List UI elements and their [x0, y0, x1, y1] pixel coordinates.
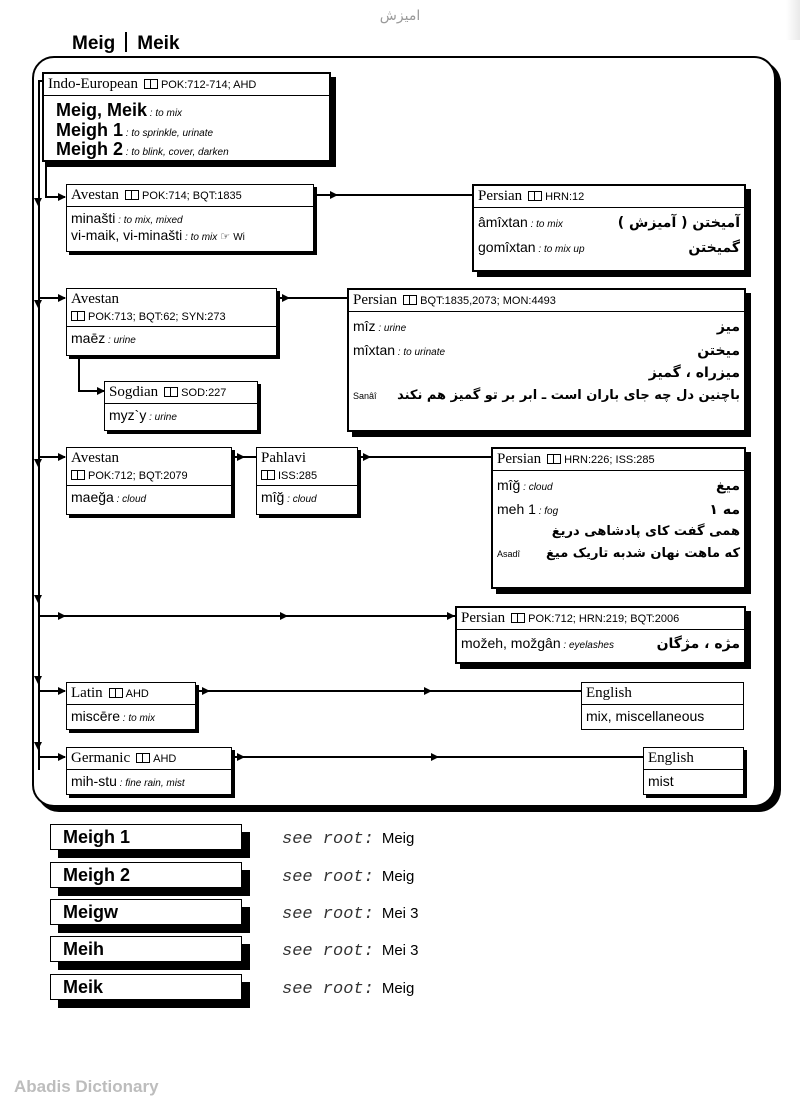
lang-name: English	[586, 685, 632, 701]
lang-name: Sogdian	[109, 384, 159, 400]
arrow-down-icon	[34, 595, 42, 603]
ref-text: POK:713; BQT:62; SYN:273	[88, 310, 226, 323]
branch-line-4	[40, 615, 455, 617]
site-footer: Abadis Dictionary	[14, 1077, 159, 1096]
see-root-entry[interactable]: Meigh 1	[50, 824, 242, 850]
trunk-line	[38, 80, 40, 770]
lang-name: Persian	[353, 292, 398, 308]
root-form: Meig, Meik : to mix	[56, 99, 183, 120]
arrow-right-icon	[282, 294, 290, 302]
ref-text: POK:714; BQT:1835	[142, 190, 242, 202]
word-row: mîğ : cloud	[261, 488, 317, 505]
word-row: maēz : urine	[71, 329, 136, 346]
arrow-right-icon	[58, 453, 66, 461]
germanic-box	[66, 747, 232, 795]
ref-text: AHD	[153, 753, 177, 765]
avestan-box	[66, 288, 277, 356]
word-row: میزراه ، گمیز	[648, 364, 740, 381]
english-box	[643, 747, 744, 795]
ref-text: BQT:1835,2073; MON:4493	[420, 295, 556, 307]
ref-text: POK:712; HRN:219; BQT:2006	[528, 613, 680, 625]
word-row: vi-maik, vi-minašti : to mix ☞ Wi	[71, 227, 245, 244]
arrow-down-icon	[34, 459, 42, 467]
link-avestan-sogdian-v	[78, 356, 80, 390]
page-title: امیزش	[379, 8, 421, 24]
lang-name: Avestan	[71, 291, 120, 307]
arrow-right-icon	[237, 753, 245, 761]
word-row: gomîxtan : to mix up گمیختن	[478, 238, 740, 256]
lang-name: English	[648, 750, 694, 766]
persian-box	[472, 184, 746, 272]
root-heading	[72, 32, 180, 55]
word-row: možeh, možgân : eyelashes مژه ، مژگان	[461, 634, 740, 652]
book-icon	[547, 454, 561, 464]
ref-text: AHD	[125, 688, 149, 700]
lang-name: Avestan	[71, 187, 120, 203]
heading-right: Meik	[137, 33, 180, 54]
book-icon	[261, 470, 275, 480]
word-row: âmîxtan : to mix آمیختن ( آمیزش )	[478, 213, 740, 231]
persian-box	[455, 606, 746, 664]
book-icon	[71, 311, 85, 321]
heading-left: Meig	[72, 33, 116, 54]
see-root-link[interactable]: see root: Mei 3	[282, 905, 419, 924]
pahlavi-box	[256, 447, 358, 515]
see-root-entry[interactable]: Meigh 2	[50, 862, 242, 888]
english-box	[581, 682, 744, 730]
word-row: mih-stu : fine rain, mist	[71, 772, 185, 789]
book-icon	[125, 190, 139, 200]
book-icon	[109, 688, 123, 698]
ref-text: HRN:226; ISS:285	[564, 454, 655, 466]
arrow-down-icon	[34, 300, 42, 308]
see-root-entry[interactable]: Meih	[50, 936, 242, 962]
ref-text: POK:712-714; AHD	[160, 79, 257, 91]
heading-divider	[125, 32, 127, 52]
arrow-right-icon	[363, 453, 371, 461]
book-icon	[403, 295, 417, 305]
lang-name: Persian	[497, 451, 542, 467]
sogdian-box	[104, 381, 258, 431]
arrow-right-icon	[58, 193, 66, 201]
arrow-right-icon	[58, 753, 66, 761]
lang-name: Persian	[461, 610, 506, 626]
arrow-right-icon	[424, 687, 432, 695]
arrow-right-icon	[237, 453, 245, 461]
word-row: miscēre : to mix	[71, 707, 156, 724]
scroll-edge	[786, 0, 800, 40]
see-root-link[interactable]: see root: Meig	[282, 868, 415, 887]
ref-text: POK:712; BQT:2079	[88, 469, 188, 482]
book-icon	[164, 387, 178, 397]
lang-name: Germanic	[71, 750, 131, 766]
word-row: myz`y : urine	[109, 406, 177, 423]
root-branch-line	[45, 162, 47, 197]
lang-name: Latin	[71, 685, 103, 701]
word-row: mix, miscellaneous	[586, 707, 705, 724]
lang-name: Avestan	[71, 450, 120, 466]
word-row: meh 1 : fog مه ۱	[497, 500, 740, 518]
book-icon	[144, 79, 158, 89]
latin-box	[66, 682, 196, 730]
see-root-entry[interactable]: Meigw	[50, 899, 242, 925]
word-row: mîz : urine میز	[353, 317, 740, 335]
arrow-right-icon	[431, 753, 439, 761]
see-root-link[interactable]: see root: Meig	[282, 980, 415, 999]
book-icon	[528, 191, 542, 201]
arrow-right-icon	[58, 687, 66, 695]
ref-text: ISS:285	[278, 469, 318, 482]
word-row: maeğa : cloud	[71, 488, 147, 505]
word-row: mîxtan : to urinate میختن	[353, 341, 740, 359]
book-icon	[136, 753, 150, 763]
arrow-right-icon	[202, 687, 210, 695]
book-icon	[71, 470, 85, 480]
arrow-right-icon	[58, 612, 66, 620]
see-root-entry[interactable]: Meik	[50, 974, 242, 1000]
persian-box	[491, 447, 746, 589]
arrow-right-icon	[58, 294, 66, 302]
arrow-right-icon	[280, 612, 288, 620]
arrow-down-icon	[34, 742, 42, 750]
word-row: mîğ : cloud میغ	[497, 476, 740, 494]
arrow-down-icon	[34, 198, 42, 206]
arrow-right-icon	[330, 191, 338, 199]
root-box	[42, 72, 331, 162]
link-pahlavi-persian	[357, 456, 492, 458]
root-form: Meigh 2 : to blink, cover, darken	[56, 139, 229, 160]
box-header	[44, 74, 329, 96]
poem-row: Sanâî باچنین دل چه جای باران است ـ ابر بر تو گمیز هم نکند	[353, 387, 740, 403]
link-latin-english	[196, 690, 582, 692]
ref-text: SOD:227	[181, 387, 227, 399]
book-icon	[511, 613, 525, 623]
see-root-link[interactable]: see root: Meig	[282, 830, 415, 849]
lang-name: Persian	[478, 188, 523, 204]
avestan-box	[66, 184, 314, 252]
arrow-right-icon	[447, 612, 455, 620]
lang-name: Indo-European	[48, 76, 138, 92]
poem-row: Asadî که ماهت نهان شدبه تاریک میغ	[497, 545, 740, 561]
see-root-link[interactable]: see root: Mei 3	[282, 942, 419, 961]
ref-text: HRN:12	[545, 191, 585, 203]
lang-name: Pahlavi	[261, 450, 306, 466]
root-form: Meigh 1 : to sprinkle, urinate	[56, 119, 214, 140]
word-row: mist	[648, 772, 674, 789]
persian-box	[347, 288, 746, 432]
word-row: minašti : to mix, mixed	[71, 209, 183, 226]
arrow-down-icon	[34, 676, 42, 684]
poem-row: همی گفت کای پادشاهی دریغ	[551, 523, 740, 539]
avestan-box	[66, 447, 232, 515]
